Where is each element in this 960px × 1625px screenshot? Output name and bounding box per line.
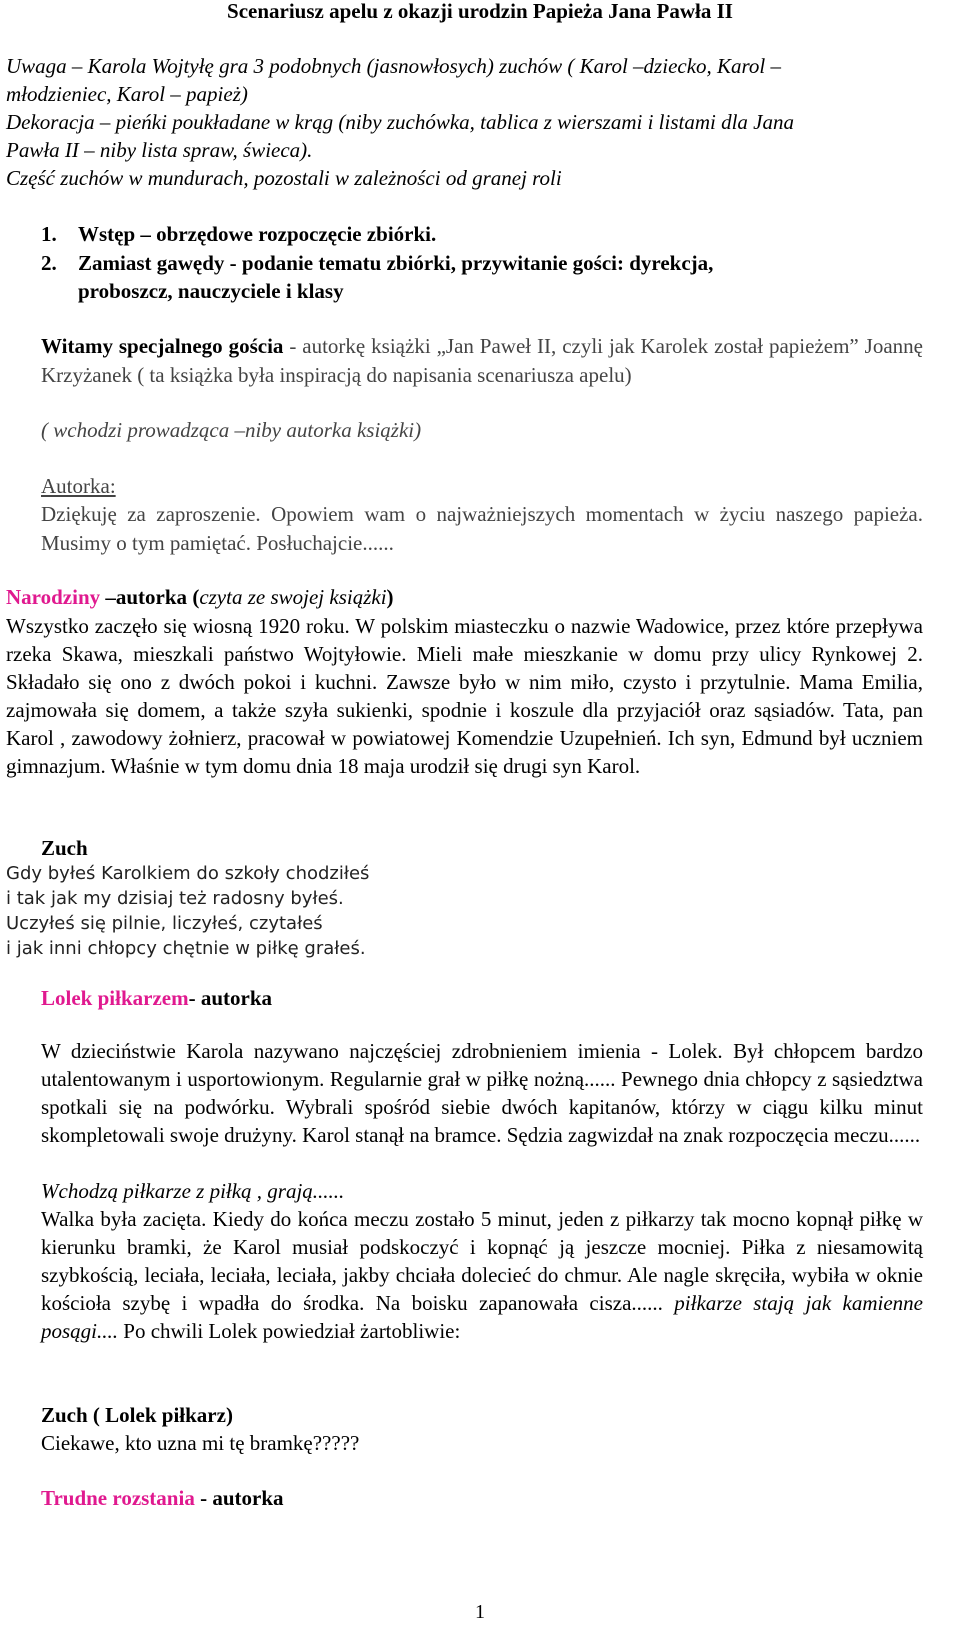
- lolek-paragraph-1: W dzieciństwie Karola nazywano najczęściej zdrobnieniem imienia - Lolek. Był chłopcem bardzo utalentowanym i usportowionym. Regularnie grał w piłkę nożną...... Pewnego dnia chłopcy z sąsiedztwa spotkali się na podwórku. Wybrali spośród siebie dwóch kapitanów, którzy w ciągu kilku minut skompletowali swoje drużyny. Karol stanął na bramce. Sędzia zagwizdał na znak rozpoczęcia meczu......: [41, 1039, 923, 1147]
- intro-line-1: Uwaga – Karola Wojtyłę gra 3 podobnych (jasnowłosych) zuchów ( Karol –dziecko, Karol –: [6, 54, 782, 78]
- intro-line-2: młodzieniec, Karol – papież): [6, 82, 248, 106]
- lolek-role: - autorka: [188, 986, 272, 1010]
- narodziny-dash: –: [100, 585, 116, 609]
- welcome-stage-note-wrap: [41, 416, 421, 444]
- trudne-heading: [41, 1484, 284, 1512]
- zuch-label: Zuch: [41, 836, 88, 860]
- narodziny-heading: [6, 583, 394, 611]
- welcome-paragraph: [41, 332, 923, 389]
- list-item-1: Wstęp – obrzędowe rozpoczęcie zbiórki.: [78, 222, 437, 246]
- poem-line-1: Gdy byłeś Karolkiem do szkoły chodziłeś: [6, 863, 370, 884]
- welcome-stage-note: ( wchodzi prowadząca –niby autorka książki): [41, 418, 422, 442]
- trudne-sep: -: [194, 1486, 213, 1510]
- poem-line-4: i jak inni chłopcy chętnie w piłkę grałeś.: [6, 938, 366, 959]
- trudne-role: autorka: [212, 1486, 284, 1510]
- document-title: Scenariusz apelu z okazji urodzin Papieża Jana Pawła II: [227, 0, 733, 23]
- lolek-stage-direction: Wchodzą piłkarze z piłką , grają......: [41, 1179, 345, 1203]
- lolek-paragraph-2: [41, 1205, 923, 1345]
- lolek-p2-end: Po chwili Lolek powiedział żartobliwie:: [118, 1319, 461, 1343]
- intro-line-3: Dekoracja – pieńki poukładane w krąg (niby zuchówka, tablica z wierszami i listami dla Jana: [6, 110, 794, 134]
- zuch-lolek-line: Ciekawe, kto uzna mi tę bramkę?????: [41, 1431, 360, 1455]
- narodziny-paren-close: ): [386, 585, 394, 609]
- narodziny-note: czyta ze swojej książki: [199, 585, 387, 609]
- lolek-p2-text: Walka była zacięta. Kiedy do końca meczu zostało 5 minut, jeden z piłkarzy tak mocno kopnął piłkę w kierunku bramki, że Karol musiał podskoczyć i kopnąć ją jeszcze mocniej. Piłka z niesamowitą szybkością, leciała, leciała, leciała, jakby chciała dolecieć do chmur. Ale nagle skręciła, wybiła w oknie kościoła szybę i wpadła do środka. Na boisku zapanowała cisza......: [41, 1207, 923, 1315]
- narodziny-text: Wszystko zaczęło się wiosną 1920 roku. W polskim miasteczku o nazwie Wadowice, przez które przepływa rzeka Skawa, mieszkali państwo Wojtyłowie. Mieli małe mieszkanie w domu przy ulicy Rynkowej 2. Składało się ono z dwóch pokoi i kuchni. Zawsze było w nim miło, czysto i przytulnie. Mama Emilia, zajmowała się domem, a także szyła sukienki, spodnie i koszule dla przyjaciół oraz sąsiadów. Tata, pan Karol , zawodowy żołnierz, pracował w powiatowej Komendzie Uzupełnień. Ich syn, Edmund był uczniem gimnazjum. Właśnie w tym domu dnia 18 maja urodził się drugi syn Karol.: [6, 614, 923, 778]
- narodziny-title: Narodziny: [6, 585, 101, 609]
- intro-line-4: Pawła II – niby lista spraw, świeca).: [6, 138, 313, 162]
- list-item-2-number: 2.: [41, 251, 57, 275]
- welcome-text: - autorkę książki „Jan Paweł II, czyli jak Karolek został papieżem” Joannę Krzyżanek ( ta książka była inspiracją do napisania scenariusza apelu): [41, 334, 923, 387]
- trudne-title: Trudne rozstania: [41, 1486, 195, 1510]
- page-number: 1: [475, 1601, 485, 1623]
- list-item-2-line-1: Zamiast gawędy - podanie tematu zbiórki, przywitanie gości: dyrekcja,: [78, 251, 714, 275]
- list-item-2-line-2: proboszcz, nauczyciele i klasy: [78, 279, 344, 303]
- lolek-heading: [41, 984, 272, 1012]
- list-item-1-number: 1.: [41, 222, 57, 246]
- autorka-label: Autorka:: [41, 474, 116, 498]
- poem-line-3: Uczyłeś się pilnie, liczyłeś, czytałeś: [6, 913, 323, 934]
- narodziny-paren-open: (: [187, 585, 200, 609]
- zuch-lolek-label: Zuch ( Lolek piłkarz): [41, 1403, 233, 1427]
- narodziny-role: autorka: [115, 585, 188, 609]
- lolek-p2-stage: piłkarze stają jak kamienne posągi....: [41, 1291, 923, 1343]
- autorka-text: Dziękuję za zaproszenie. Opowiem wam o najważniejszych momentach w życiu naszego papieża. Musimy o tym pamiętać. Posłuchajcie......: [41, 502, 923, 555]
- poem-line-2: i tak jak my dzisiaj też radosny byłeś.: [6, 888, 344, 909]
- welcome-lead: Witamy specjalnego gościa: [41, 334, 284, 358]
- intro-line-5: Część zuchów w mundurach, pozostali w zależności od granej roli: [6, 166, 562, 190]
- lolek-title: Lolek piłkarzem: [41, 986, 189, 1010]
